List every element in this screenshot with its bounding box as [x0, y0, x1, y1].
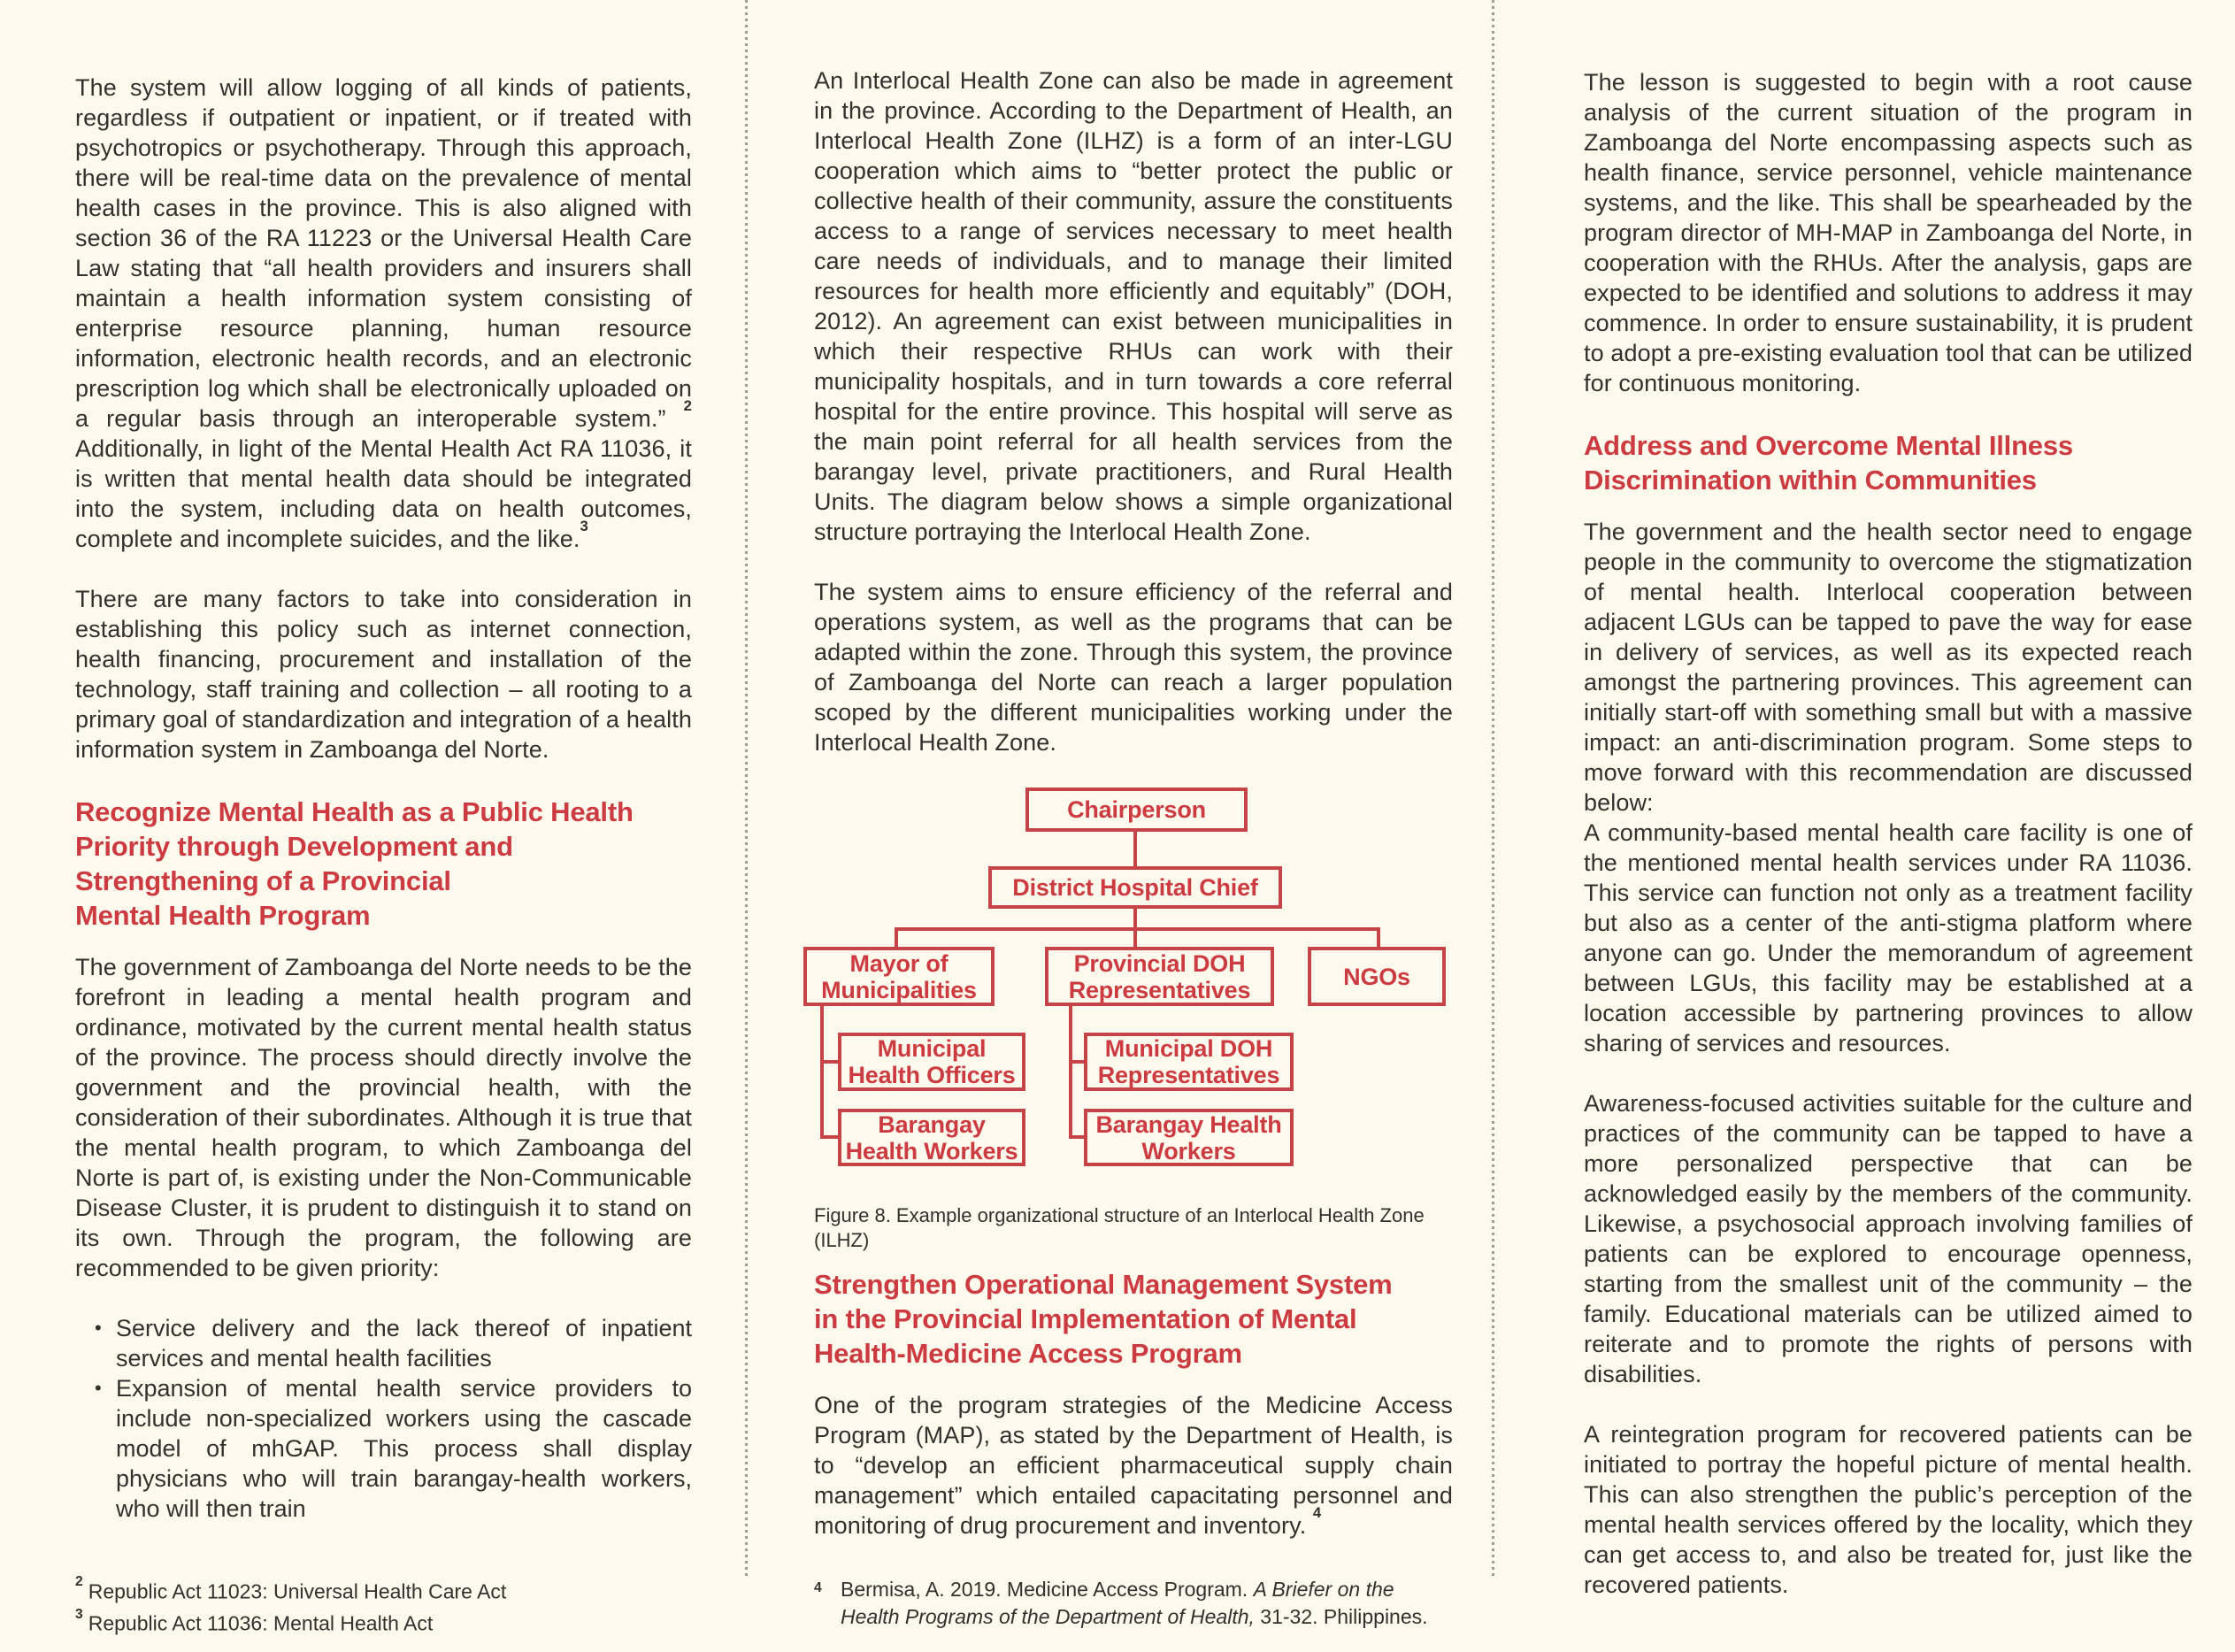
connector-line [1069, 1006, 1072, 1139]
left-column [75, 0, 692, 1652]
paragraph-text: The system will allow logging of all kinds of patients, regardless if outpatient or inpatient, or if treated with psychotropics or psychotherapy. Through this approach, there will be real-time data on the prevalence of mental health cases in the province. This is also aligned with section 36 of the RA 11223 or the Universal Health Care Law stating that “all health providers and insurers shall maintain a health information system consisting of enterprise resource planning, human resource information, electronic health records, and an electronic prescription log which shall be electronically uploaded on a regular basis through an interoperable system.” [75, 74, 692, 432]
heading-line: Priority through Development and [75, 831, 513, 862]
heading-recognize-mental-health [75, 795, 692, 933]
paragraph-community-facility: A community-based mental health care facility is one of the mentioned mental health services under RA 11036. This service can function not only as a treatment facility but also as a center of the anti-stigma platform where anyone can go. Under the memorandum of agreement between LGUs, this facility may be established at a location accessible by partnering provinces to allow sharing of services and resources. [1584, 819, 2193, 1057]
heading-line: Mental Health Program [75, 900, 371, 931]
org-chart-ilhz [803, 788, 1449, 1168]
footnote-ref-4: 4 [1312, 1504, 1322, 1522]
priority-list [75, 1313, 692, 1524]
footnote-ref-3: 3 [580, 518, 588, 535]
connector-line [1133, 832, 1137, 866]
list-item: • Service delivery and the lack thereof of inpatient services and mental health facilities [95, 1313, 692, 1373]
figure-caption: Figure 8. Example organizational structure of an Interlocal Health Zone (ILHZ) [814, 1204, 1425, 1251]
footnote-text: Republic Act 11023: Universal Health Care Act [88, 1579, 507, 1603]
footnote [75, 1605, 692, 1638]
connector-line [1377, 927, 1380, 947]
heading-line: Strengthen Operational Management System [814, 1269, 1393, 1300]
paragraph-reintegration: A reintegration program for recovered patients can be initiated to portray the hopeful picture of mental health. This can also strengthen the public’s perception of the mental health services offered by the locality, which they can get access to, and also be treated for, just like the recovered patients. [1584, 1421, 2193, 1598]
connector-line [1133, 927, 1137, 947]
paragraph-text: Additionally, in light of the Mental Health Act RA 11036, it is written that mental health data should be integrated into the system, including data on health outcomes, complete and incomplete suicides, and the like. [75, 435, 692, 552]
paragraph-map-strategy [814, 1390, 1453, 1541]
footnote-text-italic: A Briefer on the Health Programs of the Department of Health, [841, 1578, 1394, 1628]
heading-strengthen-operational [814, 1267, 1453, 1371]
footnote-text: Bermisa, A. 2019. Medicine Access Program. [841, 1578, 1254, 1601]
connector-line [895, 927, 1380, 931]
paragraph-system-logging [75, 73, 692, 554]
footnote-marker: 3 [75, 1606, 83, 1622]
paragraph-text: One of the program strategies of the Medicine Access Program (MAP), as stated by the Department of Health, is to “develop an efficient pharmaceutical supply chain management” which entailed capacitating personnel and monitoring of drug procurement and inventory. [814, 1392, 1453, 1539]
paragraph-root-cause: The lesson is suggested to begin with a root cause analysis of the current situation of the program in Zamboanga del Norte encompassing aspects such as health finance, service personnel, vehicle maintenance systems, and the like. This shall be spearheaded by the program director of MH-MAP in Zamboanga del Norte, in cooperation with the RHUs. After the analysis, gaps are expected to be identified and solutions to address it may commence. In order to ensure sustainability, it is prudent to adopt a pre-existing evaluation tool that can be utilized for continuous monitoring. [1584, 69, 2193, 396]
heading-line: Discrimination within Communities [1584, 465, 2037, 496]
heading-address-discrimination [1584, 428, 2193, 497]
footnotes-left [75, 1573, 692, 1638]
paragraph-factors: There are many factors to take into consideration in establishing this policy such as internet connection, health financing, procurement and installation of the technology, staff training and collection – all rooting to a primary goal of standardization and integration of a health information system in Zamboanga del Norte. [75, 586, 692, 763]
column-divider-left [745, 0, 748, 1579]
connector-line [820, 1006, 824, 1139]
footnote-marker: 2 [75, 1574, 83, 1590]
connector-line [1133, 909, 1137, 927]
right-column [1584, 0, 2193, 1647]
paragraph-government-forefront: The government of Zamboanga del Norte needs to be the forefront in leading a mental health program and ordinance, motivated by the current mental health status of the province. The process should directly involve the government and the provincial health, with the consideration of their subordinates. Although it is true that the mental health program, to which Zamboanga del Norte is part of, is existing under the Non-Communicable Disease Cluster, it is prudent to distinguish it to stand on its own. Through the program, the following are recommended to be given priority: [75, 954, 692, 1281]
paragraph-awareness-activities: Awareness-focused activities suitable for the culture and practices of the community can be tapped to have a more personalized perspective that can be acknowledged easily by the members of the community. Likewise, a psychosocial approach involving families of patients can be explored to encourage openness, starting from the smallest unit of the community – the family. Educational materials can be utilized aimed to reiterate and to promote the rights of persons with disabilities. [1584, 1090, 2193, 1387]
heading-line: Strengthening of a Provincial [75, 865, 451, 896]
footnote [814, 1576, 1453, 1631]
paragraph-engage-community: The government and the health sector need to engage people in the community to overcome the stigmatization of mental health. Interlocal cooperation between adjacent LGUs can be tapped to pave the way for ease in delivery of services, as well as its expected reach amongst the partnering provinces. This agreement can initially start-off with something small but with a massive impact: an anti-discrimination program. Some steps to move forward with this recommendation are discussed below: [1584, 519, 2193, 816]
list-item: • Expansion of mental health service providers to include non-specialized workers using the cascade model of mhGAP. This process shall display physicians who will train barangay-health workers, who will then train [95, 1373, 692, 1524]
org-node-barangay-health-workers-left: Barangay Health Workers [838, 1109, 1025, 1166]
footnotes-middle [814, 1576, 1453, 1631]
paragraph-ilhz-definition: An Interlocal Health Zone can also be made in agreement in the province. According to the Department of Health, an Interlocal Health Zone (ILHZ) is a form of an inter-LGU cooperation which aims to “better protect the public or collective health of their community, assure the constituents access to a range of services necessary to meet health care needs of individuals, and to manage their limited resources for health more efficiently and equitably” (DOH, 2012). An agreement can exist between municipalities in which their respective RHUs can work with their municipality hospitals, and in turn towards a core referral hospital for the entire province. This hospital will serve as the main point referral for all health services from the barangay level, private practitioners, and Rural Health Units. The diagram below shows a simple organizational structure portraying the Interlocal Health Zone. [814, 67, 1453, 545]
heading-line: Health-Medicine Access Program [814, 1338, 1242, 1369]
footnote-marker: 4 [814, 1580, 822, 1595]
footnote-text: 31-32. Philippines. [1254, 1605, 1428, 1628]
org-node-municipal-doh-representatives: Municipal DOH Representatives [1084, 1033, 1294, 1091]
connector-line [895, 927, 898, 947]
org-node-municipal-health-officers: Municipal Health Officers [838, 1033, 1025, 1091]
org-node-mayor-of-municipalities: Mayor of Municipalities [803, 947, 995, 1006]
org-node-district-hospital-chief: District Hospital Chief [988, 866, 1282, 909]
footnote [75, 1573, 692, 1606]
connector-line [820, 1060, 840, 1064]
org-node-barangay-health-workers-right: Barangay Health Workers [1084, 1109, 1294, 1166]
footnote-ref-2: 2 [683, 397, 692, 415]
column-divider-right [1492, 0, 1494, 1579]
org-node-chairperson: Chairperson [1025, 788, 1248, 832]
footnote-text: Republic Act 11036: Mental Health Act [88, 1612, 434, 1635]
org-node-provincial-doh-representatives: Provincial DOH Representatives [1045, 947, 1274, 1006]
heading-line: Address and Overcome Mental Illness [1584, 430, 2073, 461]
paragraph-system-aims: The system aims to ensure efficiency of the referral and operations system, as well as the programs that can be adapted within the zone. Through this system, the province of Zamboanga del Norte can reach a larger population scoped by the different municipalities working under the Interlocal Health Zone. [814, 579, 1453, 756]
org-node-ngos: NGOs [1308, 947, 1446, 1006]
heading-line: in the Provincial Implementation of Mental [814, 1303, 1357, 1334]
heading-line: Recognize Mental Health as a Public Health [75, 796, 634, 827]
middle-column [814, 0, 1453, 1645]
connector-line [820, 1135, 840, 1139]
